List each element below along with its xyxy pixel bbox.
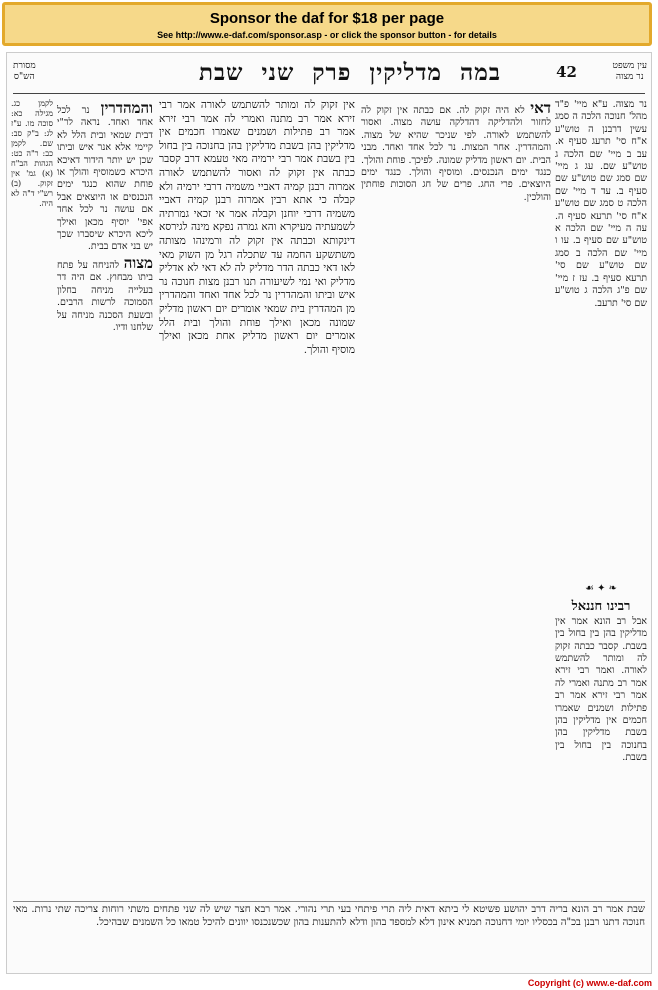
tosafot-dibbur-hamatchil: והמהדרין bbox=[100, 99, 153, 117]
masoret-hashas-label bbox=[13, 61, 36, 83]
ein-mishpat-line2: נר מצוה bbox=[615, 72, 644, 82]
masoret-hashas-column bbox=[11, 99, 53, 839]
tosafot-column bbox=[57, 99, 153, 909]
chapter-title bbox=[199, 59, 501, 86]
tosafot-dibbur-hamatchil-2: מצוה bbox=[123, 253, 153, 272]
sponsor-banner[interactable] bbox=[2, 2, 652, 46]
rabbeinu-chananel-title: רבינו חננאל bbox=[571, 599, 631, 615]
sponsor-subtitle: See http://www.e-daf.com/sponsor.asp - or click the sponsor button - for details bbox=[157, 30, 497, 40]
gemara-text: אין זקוק לה ומותר להשתמש לאורה אמר רבי זירא אמר רב מתנה ואמרי לה אמר רבי זירא אמר רב פתילות ושמנים שאמרו חכמים אין מדליקין בהן בשבת מדליקין בהן בחנוכה בין בחול בין בשבת אמר רבי ירמיה מאי טעמא דרב קסבר כבתה אין זקוק לה ואסור להשתמש לאורה אמרוה רבנן קמיה דאביי משמיה דרבי ירמיה ולא קבלה כי אתא רבין אמרוה רבנן קמיה דאביי משמיה דרבי יוחנן וקבלה אמר אי זכאי גמרתיה לשמעתיה מעיקרא והא גמרה נפקא מינה לגירסא דינקותא וכבתה אין זקוק לה ורמינהו מצותה משתשקע החמה עד שתכלה רגל מן השוק מאי לאו דאי כבתה הדר מדליק לה לא דאי לא אדליק מדליק ואי נמי לשיעורה תנו רבנן מצות חנוכה נר איש וביתו והמהדרין נר לכל אחד ואחד והמהדרין מן המהדרין בית שמאי אומרים יום ראשון מדליק שמונה מכאן ואילך פוחת והולך ובית הלל אומרים יום ראשון מדליק אחת מכאן ואילך מוסיף והולך. bbox=[159, 99, 355, 356]
bottom-gemara-text bbox=[13, 901, 645, 966]
ein-mishpat-column bbox=[555, 99, 647, 839]
title-word-4: שני bbox=[261, 59, 295, 86]
masoret-hashas-text: לקמן כג. מגילה כא: סוכה מו. ע"ז לג: ב"ק סב: שם. לקמן כב: ר"ה כט: הגהות הב"ח (א) גמ' אין זקוק. (ב) רש"י ד"ה לא היה. bbox=[11, 99, 53, 208]
rabbeinu-chananel-text: אבל רב הונא אמר אין מדליקין בהן בין בחול בין בשבת. קסבר כבתה זקוק לה ומותר להשתמש לאורה. ואמר רבי זירא אמר רב מתנה ואמרי לה אמר רבי זירא אמר רב פתילות ושמנים שאמרו חכמים אין מדליקין בהן בשבת מדליקין בהן בחנוכה בין בחול בין בשבת. bbox=[555, 615, 647, 764]
page-header bbox=[7, 59, 651, 89]
header-rule bbox=[13, 93, 645, 94]
tosafot-text: נר לכל אחד ואחד. נראה לר"י דבית שמאי ובית הלל לא קיימי אלא אנר איש וביתו שכן יש יותר הידור דאיכא היכרא כשמוסיף והולך או פוחת שהוא כנגד ימים הנכנסים או היוצאים אבל אם עושה נר לכל אחד אפי' יוסיף מכאן ואילך ליכא היכרא שיסברו שכך יש בני אדם בבית. bbox=[57, 105, 153, 253]
title-word-3: פרק bbox=[312, 59, 352, 86]
rashi-dibbur-hamatchil: דאי bbox=[530, 99, 551, 117]
tosafot-text-2: להניחה על פתח ביתו מבחוץ. אם היה דר בעלייה מניחה בחלון הסמוכה לרשות הרבים. ובשעת הסכנה מניחה על שלחנו ודיו. bbox=[57, 259, 153, 333]
ein-mishpat-label bbox=[613, 61, 647, 83]
copyright-link[interactable]: Copyright (c) www.e-daf.com bbox=[527, 978, 652, 988]
title-word-2: מדליקין bbox=[369, 59, 443, 86]
ein-mishpat-text: נר מצוה. ע"א מיי' פ"ד מהל' חנוכה הלכה ה סמג עשין דרבנן ה טוש"ע א"ח סי' תרעג סעיף א. עב ב מיי' שם הלכה ג טוש"ע שם. עג ג מיי' שם סמג שם טוש"ע שם סעיף ב. עד ד מיי' שם הלכה ט סמג שם טוש"ע א"ח סי' תרעא סעיף ה. עה ה מיי' שם הלכה א טוש"ע שם סעיף ב. עו ו מיי' שם הלכה ב סמג שם טוש"ע שם סי' תרעא סעיף ב. עז ז מיי' שם פ"ג הלכה ג טוש"ע שם סי' תרעב. bbox=[555, 99, 647, 309]
gemara-column bbox=[159, 99, 355, 899]
ein-mishpat-line1: עין משפט bbox=[612, 61, 647, 71]
rashi-text: לא היה זקוק לה. אם כבתה אין זקוק לה לחזור ולהדליקה דהדלקה עושה מצוה. ואסור להשתמש לאורה. לפי שניכר שהיא של מצוה. והמהדרין. אחר המצות. נר לכל אחד ואחד. מבני הבית. יום ראשון מדליק שמונה. לפיכך. פוחת והולך. כנגד ימים הנכנסים. ומוסיף והולך. כנגד ימים היוצאים. פרי החג. פרים של חג הסוכות פוחתין והולכין. bbox=[361, 105, 551, 203]
rashi-column bbox=[361, 99, 551, 909]
masoret-label-line2: הש"ס bbox=[13, 72, 35, 82]
talmud-page bbox=[6, 52, 652, 974]
ornament-divider: ❧ ✦ ☙ bbox=[584, 583, 618, 594]
sponsor-title[interactable]: Sponsor the daf for $18 per page bbox=[209, 10, 445, 27]
page-number: 42 bbox=[556, 63, 577, 81]
title-word-1: במה bbox=[460, 59, 501, 86]
bottom-text: שבת אמר רב הונא בריה דרב יהושע פשיטא לי ביתא דאית ליה תרי פיתחי בעי תרי נהורי. אמר רבא חצר שיש לה שני פתחים משתי רוחות צריכה שתי נרות. מאי חנוכה דתנו רבנן בכ"ה בכסליו יומי דחנוכה תמניא אינון דלא למספד בהון ודלא להתענות בהון שכשנכנסו יוונים להיכל טמאו כל השמנים שבהיכל. bbox=[13, 904, 645, 928]
title-word-5: שבת bbox=[199, 59, 244, 86]
masoret-label-line1: מסורת bbox=[13, 61, 36, 71]
